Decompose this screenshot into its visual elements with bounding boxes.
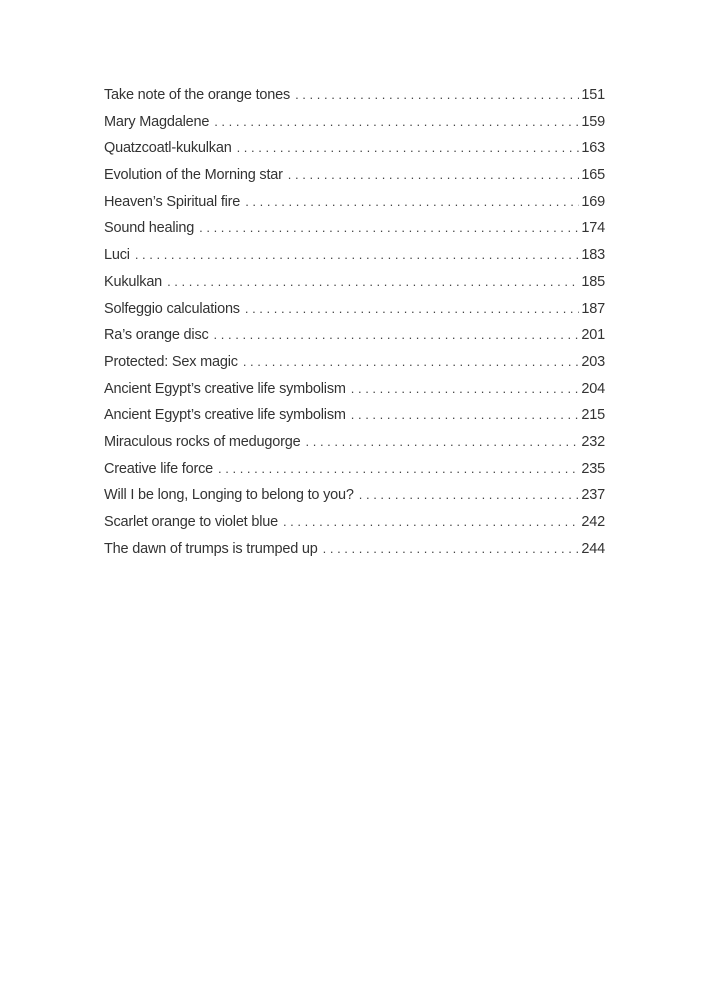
toc-dot-leader	[214, 111, 579, 133]
toc-entry-page-number: 183	[581, 247, 605, 264]
toc-dot-leader	[214, 324, 579, 346]
toc-dot-leader	[351, 404, 579, 426]
toc-entry-page-number: 244	[581, 540, 605, 557]
toc-entry-title: Solfeggio calculations	[104, 300, 240, 317]
toc-entry-page-number: 174	[581, 220, 605, 237]
toc-entry-title: Creative life force	[104, 460, 214, 477]
toc-entry[interactable]	[104, 191, 605, 218]
toc-entry-page-number: 235	[581, 460, 605, 477]
toc-entry-page-number: 169	[581, 193, 605, 210]
toc-dot-leader	[243, 351, 579, 373]
toc-entry[interactable]	[104, 164, 605, 191]
toc-entry-title: Mary Magdalene	[104, 113, 210, 130]
toc-entry-page-number: 187	[581, 300, 605, 317]
toc-entry[interactable]	[104, 84, 605, 111]
toc-entry-page-number: 203	[581, 353, 605, 370]
toc-entry-title: Protected: Sex magic	[104, 353, 238, 370]
toc-entry-page-number: 242	[581, 514, 605, 530]
toc-entry[interactable]	[104, 324, 605, 351]
toc-entry[interactable]	[104, 244, 605, 271]
toc-entry[interactable]	[104, 378, 605, 405]
toc-dot-leader	[245, 191, 579, 213]
toc-entry-title: Sound healing	[104, 220, 195, 237]
toc-dot-leader	[245, 298, 579, 320]
toc-entry-title: Ancient Egypt’s creative life symbolism	[104, 380, 346, 397]
toc-entry-title: The dawn of trumps is trumped up	[104, 540, 318, 557]
toc-dot-leader	[306, 431, 580, 453]
toc-dot-leader	[295, 84, 579, 106]
toc-entry-title: Will I be long, Longing to belong to you?	[104, 487, 354, 504]
toc-entry-title: Ancient Egypt’s creative life symbolism	[104, 407, 346, 424]
toc-entry-title: Evolution of the Morning star	[104, 167, 283, 184]
toc-entry[interactable]	[104, 484, 605, 511]
toc-entry[interactable]	[104, 458, 605, 485]
toc-entry[interactable]	[104, 404, 605, 431]
toc-entry-title: Kukulkan	[104, 273, 163, 290]
toc-entry-page-number: 215	[581, 407, 605, 424]
toc-entry[interactable]	[104, 217, 605, 244]
toc-entry-page-number: 165	[581, 167, 605, 184]
toc-dot-leader	[135, 244, 579, 266]
toc-dot-leader	[237, 137, 579, 159]
toc-entry[interactable]	[104, 538, 605, 565]
toc-entry-page-number: 185	[581, 273, 605, 290]
toc-dot-leader	[283, 511, 579, 533]
toc-entry[interactable]	[104, 511, 605, 538]
toc-entry-page-number: 201	[581, 327, 605, 344]
toc-entry-title: Take note of the orange tones	[104, 87, 291, 103]
toc-entry[interactable]	[104, 137, 605, 164]
toc-entry[interactable]	[104, 111, 605, 138]
toc-entry-title: Luci	[104, 247, 130, 264]
toc-entry[interactable]	[104, 351, 605, 378]
toc-dot-leader	[359, 484, 579, 506]
toc-dot-leader	[351, 378, 579, 400]
toc-entry-title: Scarlet orange to violet blue	[104, 514, 278, 530]
toc-entry-title: Miraculous rocks of medugorge	[104, 433, 301, 450]
toc-dot-leader	[218, 458, 579, 480]
toc-entry-page-number: 151	[581, 87, 605, 103]
toc-entry-page-number: 159	[581, 113, 605, 130]
toc-entry-page-number: 237	[581, 487, 605, 504]
toc-entry-title: Ra’s orange disc	[104, 327, 209, 344]
toc-entry-page-number: 204	[581, 380, 605, 397]
toc-entry[interactable]	[104, 298, 605, 325]
table-of-contents	[104, 84, 605, 564]
toc-entry-page-number: 163	[581, 140, 605, 157]
toc-dot-leader	[288, 164, 579, 186]
toc-entry-page-number: 232	[581, 433, 605, 450]
toc-dot-leader	[323, 538, 579, 560]
toc-entry[interactable]	[104, 271, 605, 298]
toc-dot-leader	[199, 217, 579, 239]
toc-dot-leader	[167, 271, 579, 293]
toc-entry-title: Quatzcoatl-kukulkan	[104, 140, 232, 157]
toc-entry[interactable]	[104, 431, 605, 458]
toc-entry-title: Heaven’s Spiritual fire	[104, 193, 241, 210]
